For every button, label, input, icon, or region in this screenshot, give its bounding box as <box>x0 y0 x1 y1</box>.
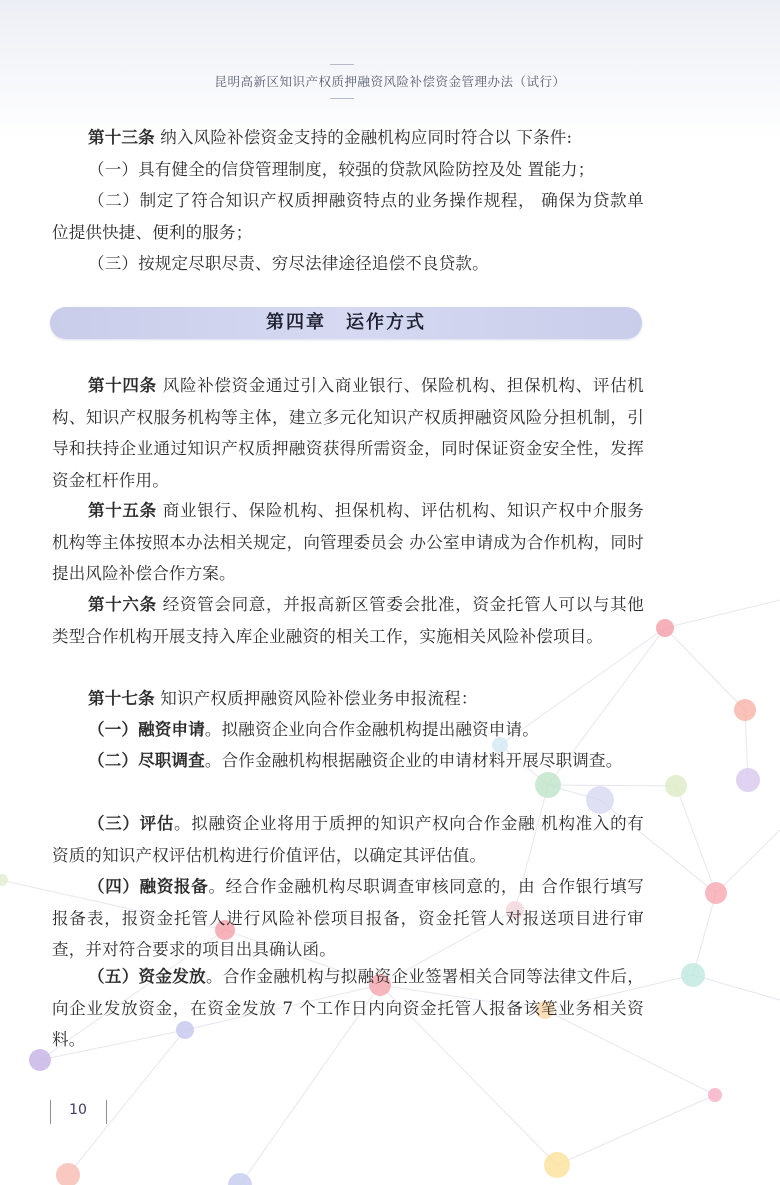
article-13-label: 第十三条 <box>88 128 155 147</box>
article-17-step-3 <box>52 808 644 871</box>
article-13-item-2: （二）制定了符合知识产权质押融资特点的业务操作规程， 确保为贷款单位提供快捷、便利的服务； <box>52 191 644 242</box>
article-15-text: 商业银行、保险机构、担保机构、评估机构、知识产权中介服务机构等主体按照本办法相关规定，向管理委员会 办公室申请成为合作机构，同时提出风险补偿合作方案。 <box>52 501 644 583</box>
page-number: 10 <box>69 1102 87 1118</box>
step-3-text: 。拟融资企业将用于质押的知识产权向合作金融 机构准入的有资质的知识产权评估机构进行价值评估，以确定其评估值。 <box>52 814 644 865</box>
article-13-item-1: （一）具有健全的信贷管理制度，较强的贷款风险防控及处 置能力； <box>88 160 595 179</box>
article-16 <box>52 589 644 652</box>
step-2-text: 。合作金融机构根据融资企业的申请材料开展尽职调查。 <box>204 751 623 770</box>
article-17-step-5 <box>52 961 644 1056</box>
page-number-left-rule <box>50 1100 51 1124</box>
article-16-label: 第十六条 <box>88 595 157 614</box>
article-15 <box>52 495 644 590</box>
header-divider-top <box>330 64 354 65</box>
article-13-intro <box>52 122 644 154</box>
article-13-text: 纳入风险补偿资金支持的金融机构应同时符合以 下条件: <box>160 128 573 147</box>
page-number-right-rule <box>106 1100 107 1124</box>
step-4-label: （四）融资报备 <box>88 877 209 896</box>
article-14 <box>52 370 644 496</box>
article-17-text: 知识产权质押融资风险补偿业务申报流程： <box>160 689 478 708</box>
step-1-label: （一）融资申请 <box>88 720 205 739</box>
step-5-text: 。合作金融机构与拟融资企业签署相关合同等法律文件后，向企业发放资金，在资金发放 7 个工作日内向资金托管人报备该笔业务相关资料。 <box>52 967 645 1049</box>
header-divider-bottom <box>330 98 354 99</box>
article-17-intro <box>52 683 644 715</box>
article-17-label: 第十七条 <box>88 689 155 708</box>
article-17-step-2 <box>52 745 644 777</box>
step-1-text: 。拟融资企业向合作金融机构提出融资申请。 <box>204 720 539 739</box>
step-2-label: （二）尽职调查 <box>88 751 205 770</box>
running-header: 昆明高新区知识产权质押融资风险补偿资金管理办法（试行） <box>214 74 566 89</box>
article-13-item-3: （三）按规定尽职尽责、穷尽法律途径追偿不良贷款。 <box>88 254 489 273</box>
article-15-label: 第十五条 <box>88 501 157 520</box>
article-14-label: 第十四条 <box>88 376 157 395</box>
article-17-step-4 <box>52 871 644 966</box>
chapter-title: 第四章 运作方式 <box>266 312 426 333</box>
step-5-label: （五）资金发放 <box>88 967 206 986</box>
article-14-text: 风险补偿资金通过引入商业银行、保险机构、担保机构、评估机构、知识产权服务机构等主体，建立多元化知识产权质押融资风险分担机制，引导和扶持企业通过知识产权质押融资获得所需资金，同时保证资金安全性，发挥资金杠杆作用。 <box>52 376 644 490</box>
article-17-step-1 <box>52 714 644 746</box>
article-16-text: 经资管会同意，并报高新区管委会批准，资金托管人可以与其他类型合作机构开展支持入库企业融资的相关工作，实施相关风险补偿项目。 <box>52 595 644 646</box>
step-3-label: （三）评估 <box>88 814 175 833</box>
step-4-text: 。经合作金融机构尽职调查审核同意的，由 合作银行填写报备表，报资金托管人进行风险补偿项目报备，资金托管人对报送项目进行审查，并对符合要求的项目出具确认函。 <box>52 877 644 959</box>
